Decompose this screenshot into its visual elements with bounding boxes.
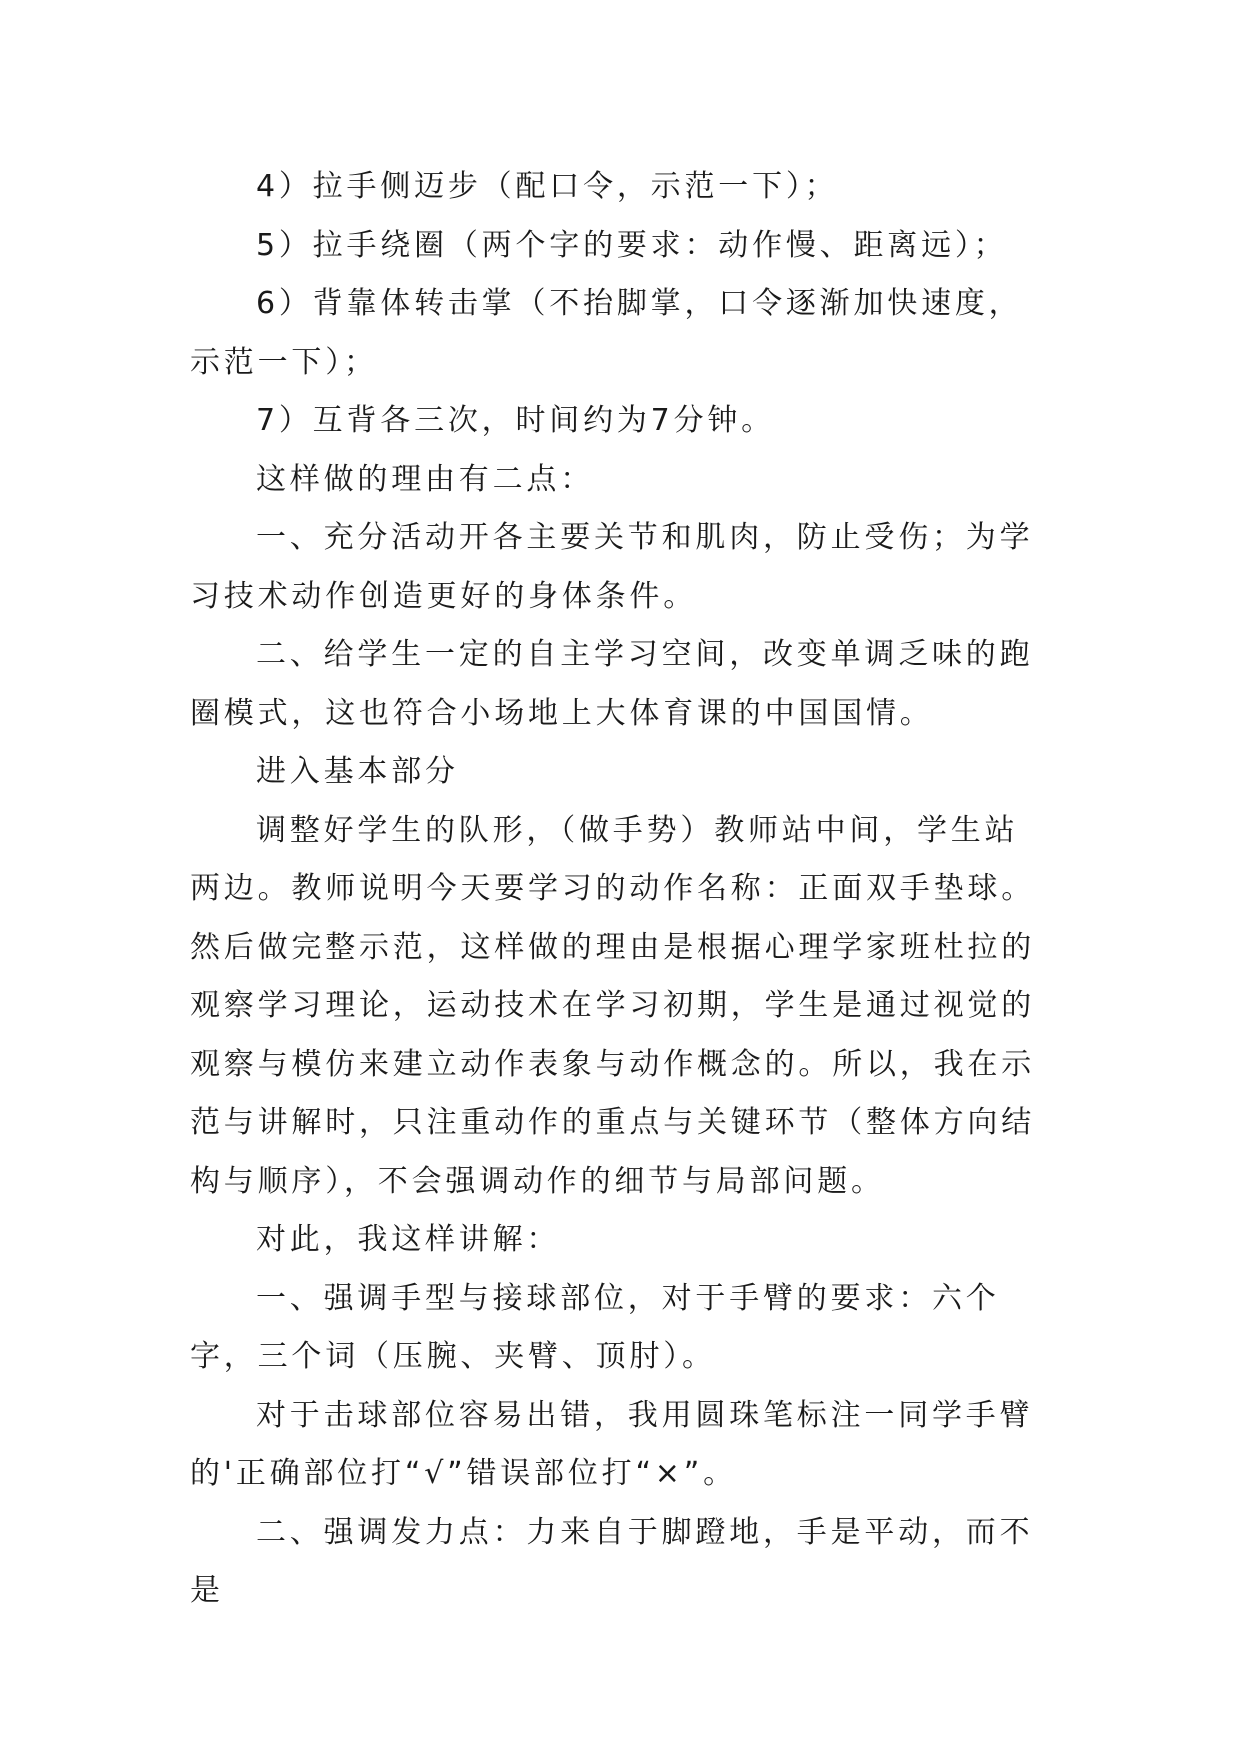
paragraph-reason-2: 二、给学生一定的自主学习空间，改变单调乏味的跑圈模式，这也符合小场地上大体育课的中国国情。 [190, 637, 1034, 731]
paragraph-section-basic: 进入基本部分 [256, 754, 459, 789]
paragraph-point-2: 二、强调发力点：力来自于脚蹬地，手是平动，而不是 [190, 1514, 1034, 1608]
paragraph-marking: 对于击球部位容易出错，我用圆珠笔标注一同学手臂的'正确部位打“√”错误部位打“×”。 [190, 1397, 1034, 1491]
paragraph-point-1: 一、强调手型与接球部位，对于手臂的要求：六个字，三个词（压腕、夹臂、顶肘）。 [190, 1280, 1000, 1374]
paragraph-step-7: 7）互背各三次，时间约为7分钟。 [256, 403, 775, 438]
paragraph-explanation-intro: 对此，我这样讲解： [256, 1222, 561, 1257]
paragraph-reason-1: 一、充分活动开各主要关节和肌肉，防止受伤；为学习技术动作创造更好的身体条件。 [190, 520, 1034, 614]
paragraph-step-5: 5）拉手绕圈（两个字的要求：动作慢、距离远）； [256, 227, 1008, 263]
paragraph-reasons-intro: 这样做的理由有二点： [256, 461, 594, 497]
document-body [190, 158, 1052, 1621]
paragraph-step-4: 4）拉手侧迈步（配口令，示范一下）； [256, 169, 839, 204]
paragraph-step-6: 6）背靠体转击掌（不抬脚掌，口令逐渐加快速度，示范一下）； [190, 286, 1023, 380]
paragraph-formation: 调整好学生的队形，（做手势）教师站中间，学生站两边。教师说明今天要学习的动作名称：正面双手垫球。然后做完整示范，这样做的理由是根据心理学家班杜拉的观察学习理论，运动技术在学习初期，学生是通过视觉的观察与模仿来建立动作表象与动作概念的。所以，我在示范与讲解时，只注重动作的重点与关键环节（整体方向结构与顺序），不会强调动作的细节与局部问题。 [190, 812, 1035, 1199]
